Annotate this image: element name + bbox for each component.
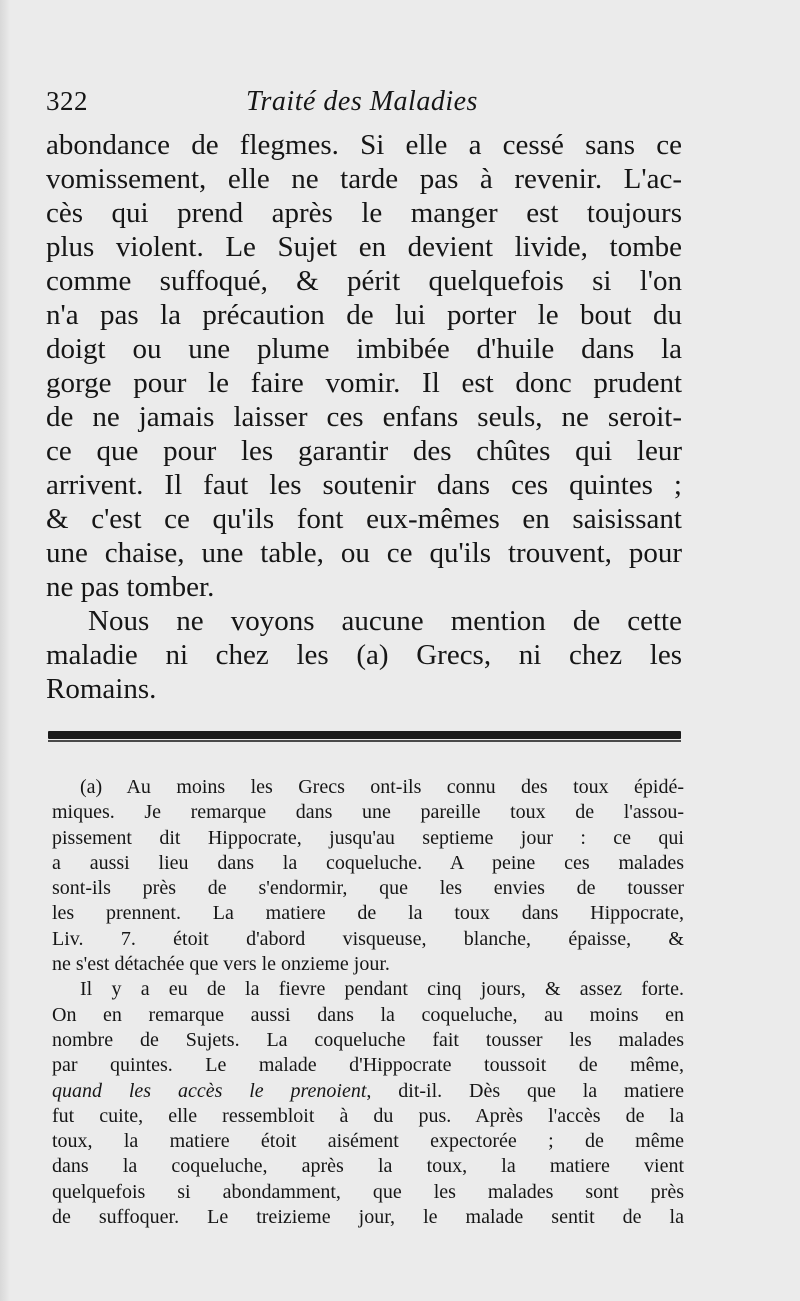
text-line: Romains. — [46, 673, 157, 705]
text-line: maladie ni chez les (a) Grecs, ni chez les — [46, 639, 682, 671]
text-line: une chaise, une table, ou ce qu'ils trouvent, pour — [46, 537, 682, 569]
footnote-line: nombre de Sujets. La coqueluche fait tousser les malades — [52, 1028, 684, 1051]
text-line: abondance de flegmes. Si elle a cessé sans ce — [46, 129, 682, 161]
footnote-line: les prennent. La matiere de la toux dans Hippocrate, — [52, 902, 684, 925]
section-divider-rule — [48, 731, 681, 739]
text-line: gorge pour le faire vomir. Il est donc prudent — [46, 367, 682, 399]
footnote-line-italic — [52, 1079, 684, 1104]
text-line: cès qui prend après le manger est toujours — [46, 197, 682, 229]
footnote-line: fut cuite, elle ressembloit à du pus. Après l'accès de la — [52, 1104, 684, 1127]
footnote-line: (a) Au moins les Grecs ont-ils connu des toux épidé- — [80, 776, 684, 798]
text-line: plus violent. Le Sujet en devient livide, tombe — [46, 231, 682, 263]
text-line: de ne jamais laisser ces enfans seuls, ne seroit- — [46, 401, 682, 433]
main-text-block — [46, 128, 682, 706]
footnote-line: toux, la matiere étoit aisément expectorée ; de même — [52, 1130, 684, 1153]
text-line: ne pas tomber. — [46, 571, 215, 603]
footnote-line: pissement dit Hippocrate, jusqu'au septieme jour : ce qui — [52, 826, 684, 849]
running-title: Traité des Maladies — [246, 86, 478, 117]
text-line: & c'est ce qu'ils font eux-mêmes en saisissant — [46, 503, 682, 535]
footnote-italic-quote: quand les accès le prenoient — [52, 1079, 367, 1102]
footnote-line: quelquefois si abondamment, que les malades sont près — [52, 1180, 684, 1203]
footnote-line: dans la coqueluche, après la toux, la matiere vient — [52, 1155, 684, 1178]
text-line: arrivent. Il faut les soutenir dans ces quintes ; — [46, 469, 682, 501]
footnote-line-rest: , dit-il. Dès que la matiere — [366, 1079, 684, 1102]
footnote-line: par quintes. Le malade d'Hippocrate toussoit de même, — [52, 1054, 684, 1077]
text-line: Nous ne voyons aucune mention de cette — [88, 605, 682, 637]
footnote-line: miques. Je remarque dans une pareille toux de l'assou- — [52, 801, 684, 824]
footnote-line: a aussi lieu dans la coqueluche. A peine ces malades — [52, 851, 684, 874]
footnote-line: On en remarque aussi dans la coqueluche, au moins en — [52, 1003, 684, 1026]
page-header — [0, 86, 800, 126]
footnote-line: Il y a eu de la fievre pendant cinq jours, & assez forte. — [80, 978, 684, 1001]
text-line: doigt ou une plume imbibée d'huile dans la — [46, 333, 682, 365]
footnote-block — [52, 775, 684, 1230]
footnote-line: de suffoquer. Le treizieme jour, le malade sentit de la — [52, 1206, 684, 1229]
footnote-line: Liv. 7. étoit d'abord visqueuse, blanche, épaisse, & — [52, 927, 684, 950]
text-line: comme suffoqué, & périt quelquefois si l'on — [46, 265, 682, 297]
page-number: 322 — [46, 86, 88, 116]
text-line: vomissement, elle ne tarde pas à revenir. L'ac- — [46, 163, 682, 195]
text-line: n'a pas la précaution de lui porter le bout du — [46, 299, 682, 331]
footnote-line: ne s'est détachée que vers le onzieme jour. — [52, 953, 390, 976]
page-edge — [0, 0, 10, 1301]
footnote-line: sont-ils près de s'endormir, que les envies de tousser — [52, 877, 684, 900]
text-line: ce que pour les garantir des chûtes qui leur — [46, 435, 682, 467]
